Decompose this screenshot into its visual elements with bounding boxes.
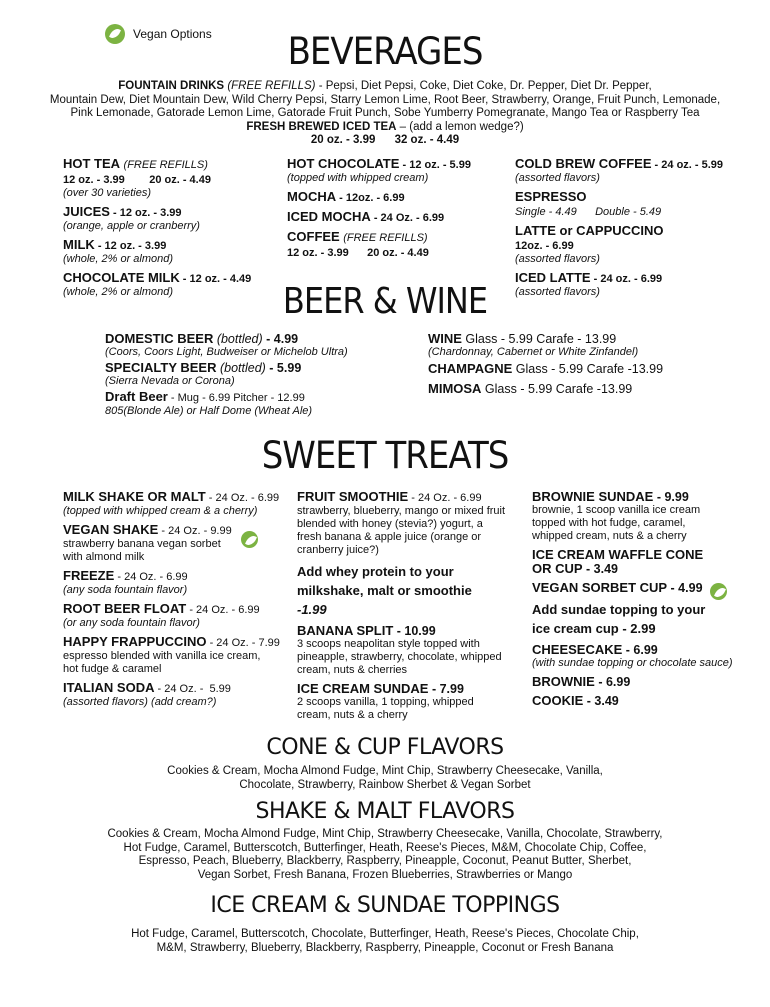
sweets-col2	[297, 490, 507, 727]
brownie-sundae-price: - 9.99	[653, 490, 689, 504]
shake-flavors-line3: Espresso, Peach, Blueberry, Blackberry, Raspberry, Pineapple, Coconut, Peanut Butter, Sherbet,	[138, 855, 632, 867]
milkshake-desc: (topped with whipped cream & a cherry)	[63, 505, 258, 517]
milkshake-price: - 24 Oz. - 6.99	[205, 492, 280, 504]
sorbet-leaf-icon	[710, 583, 727, 600]
beverages-col2	[287, 157, 507, 265]
vegan-shake-desc: strawberry banana vegan sorbet with almond milk	[63, 538, 221, 563]
rootbeer-name: ROOT BEER FLOAT	[63, 601, 187, 616]
hot-tea-prices: 12 oz. - 3.99 20 oz. - 4.49	[63, 174, 211, 186]
domestic-price: - 4.99	[262, 332, 299, 346]
milk-price: - 12 oz. - 3.99	[94, 240, 167, 252]
rootbeer-desc: (or any soda fountain flavor)	[63, 617, 200, 629]
sweets-col3	[532, 490, 757, 713]
specialty-note: (bottled)	[216, 361, 266, 375]
coffee-prices: 12 oz. - 3.99 20 oz. - 4.49	[287, 247, 429, 259]
smoothie-price: - 24 Oz. - 6.99	[408, 492, 482, 504]
iced-mocha-price: - 24 Oz. - 6.99	[370, 212, 445, 224]
milk-name: MILK	[63, 237, 95, 252]
draft-desc: 805(Blonde Ale) or Half Dome (Wheat Ale)	[105, 405, 313, 417]
choc-milk-name: CHOCOLATE MILK	[63, 270, 180, 285]
cheesecake-price: - 6.99	[622, 643, 658, 657]
hot-choc-desc: (topped with whipped cream)	[287, 172, 429, 184]
vegan-legend-label: Vegan Options	[133, 27, 212, 41]
cone-flavors-line1: Cookies & Cream, Mocha Almond Fudge, Mint Chip, Strawberry Cheesecake, Vanilla,	[167, 765, 603, 777]
coffee-note: (FREE REFILLS)	[343, 232, 428, 244]
frapp-name: HAPPY FRAPPUCCINO	[63, 634, 207, 649]
domestic-note: (bottled)	[213, 332, 263, 346]
vegan-shake-price: - 24 Oz. - 9.99	[158, 525, 232, 537]
espresso-prices: Single - 4.49 Double - 5.49	[515, 206, 662, 218]
cold-brew-desc: (assorted flavors)	[515, 172, 600, 184]
brownie-name: BROWNIE	[532, 674, 595, 689]
smoothie-name: FRUIT SMOOTHIE	[297, 489, 409, 504]
iced-tea-note: – (add a lemon wedge?)	[396, 120, 524, 133]
iced-tea-prices: 20 oz. - 3.99 32 oz. - 4.49	[310, 134, 460, 146]
champagne-name: CHAMPAGNE	[428, 361, 513, 376]
cookie-name: COOKIE	[532, 693, 584, 708]
cone-flavors-title: CONE & CUP FLAVORS	[266, 735, 504, 760]
frapp-desc: espresso blended with vanilla ice cream, hot fudge & caramel	[63, 650, 261, 675]
fountain-drinks-section	[0, 80, 770, 148]
draft-prices: - Mug - 6.99 Pitcher - 12.99	[167, 392, 305, 404]
sorbet-name: VEGAN SORBET CUP	[532, 580, 668, 595]
choc-milk-desc: (whole, 2% or almond)	[63, 286, 174, 298]
latte-price: 12oz. - 6.99	[515, 240, 574, 252]
mimosa-name: MIMOSA	[428, 381, 482, 396]
frapp-price: - 24 Oz. - 7.99	[206, 637, 280, 649]
iced-latte-price: - 24 oz. - 6.99	[590, 273, 663, 285]
specialty-price: - 5.99	[265, 361, 302, 375]
shake-flavors-line4: Vegan Sorbet, Fresh Banana, Frozen Blueberries, Strawberries or Mango	[197, 868, 573, 881]
espresso-name: ESPRESSO	[515, 189, 587, 204]
latte-desc: (assorted flavors)	[515, 253, 600, 265]
sweet-treats-title: SWEET TREATS	[261, 434, 509, 478]
iced-latte-name: ICED LATTE	[515, 270, 591, 285]
fountain-note: (FREE REFILLS)	[227, 80, 316, 92]
rootbeer-price: - 24 Oz. - 6.99	[186, 604, 260, 616]
hot-tea-desc: (over 30 varieties)	[63, 187, 152, 199]
mimosa-prices: Glass - 5.99 Carafe -13.99	[481, 382, 633, 396]
fountain-line1: - Pepsi, Diet Pepsi, Coke, Diet Coke, Dr. Pepper, Diet Dr. Pepper,	[315, 80, 652, 92]
shake-flavors-title: SHAKE & MALT FLAVORS	[255, 799, 515, 824]
choc-milk-price: - 12 oz. - 4.49	[179, 273, 252, 285]
cold-brew-price: - 24 oz. - 5.99	[651, 159, 724, 171]
brownie-sundae-desc: brownie, 1 scoop vanilla ice cream topped with hot fudge, caramel, whipped cream, nuts & a cherry	[532, 504, 701, 542]
beer-wine-title: BEER & WINE	[282, 280, 488, 322]
smoothie-desc: strawberry, blueberry, mango or mixed fruit blended with honey (stevia?) yogurt, a fresh banana & apple juice (orange or cranberry juice?)	[297, 505, 506, 556]
coffee-name: COFFEE	[287, 229, 340, 244]
cone-flavors-line2: Chocolate, Strawberry, Rainbow Sherbet & Vegan Sorbet	[239, 778, 531, 791]
brownie-sundae-name: BROWNIE SUNDAE	[532, 489, 654, 504]
champagne-prices: Glass - 5.99 Carafe -13.99	[512, 362, 664, 376]
freeze-desc: (any soda fountain flavor)	[63, 584, 188, 596]
domestic-desc: (Coors, Coors Light, Budweiser or Michelob Ultra)	[105, 346, 348, 358]
iced-tea-label: FRESH BREWED ICED TEA	[246, 120, 397, 133]
brownie-price: - 6.99	[594, 675, 631, 689]
draft-name: Draft Beer	[105, 389, 168, 404]
topping-label: Add sundae topping to your ice cream cup	[532, 602, 706, 636]
split-name: BANANA SPLIT	[297, 623, 394, 638]
wine-name: WINE	[428, 331, 462, 346]
freeze-price: - 24 Oz. - 6.99	[114, 571, 188, 583]
hot-tea-note: (FREE REFILLS)	[123, 159, 208, 171]
soda-name: ITALIAN SODA	[63, 680, 155, 695]
protein-label: Add whey protein to your milkshake, malt or smoothie	[297, 564, 472, 598]
sundae-name: ICE CREAM SUNDAE	[297, 681, 429, 696]
hot-tea-name: HOT TEA	[63, 156, 121, 171]
vegan-shake-name: VEGAN SHAKE	[63, 522, 159, 537]
beverages-title: BEVERAGES	[287, 30, 483, 74]
cone-flavors-list	[0, 765, 770, 792]
wine-col	[428, 332, 748, 396]
fountain-line3: Pink Lemonade, Gatorade Lemon Lime, Gatorade Fruit Punch, Sobe Yumberry Pomegranate, Mango Tea or Raspberry Tea	[70, 107, 700, 119]
freeze-name: FREEZE	[63, 568, 115, 583]
sorbet-price: - 4.99	[667, 581, 703, 595]
shake-flavors-list	[0, 828, 770, 882]
split-desc: 3 scoops neapolitan style topped with pineapple, strawberry, chocolate, whipped cream, nuts & cherries	[297, 638, 502, 676]
waffle-price: - 3.49	[582, 562, 618, 576]
split-price: - 10.99	[393, 624, 436, 638]
mocha-price: - 12oz. - 6.99	[336, 192, 405, 204]
latte-name: LATTE or CAPPUCCINO	[515, 223, 664, 238]
cheesecake-desc: (with sundae topping or chocolate sauce)	[532, 657, 733, 669]
sweets-col1	[63, 490, 288, 714]
juices-name: JUICES	[63, 204, 110, 219]
waffle-name: ICE CREAM WAFFLE CONE OR CUP	[532, 547, 704, 576]
cookie-price: - 3.49	[583, 694, 619, 708]
beer-col	[105, 332, 425, 418]
milk-desc: (whole, 2% or almond)	[63, 253, 174, 265]
specialty-name: SPECIALTY BEER	[105, 360, 217, 375]
topping-price: - 2.99	[618, 621, 656, 636]
shake-flavors-line1: Cookies & Cream, Mocha Almond Fudge, Mint Chip, Strawberry Cheesecake, Vanilla, Chocolate, Strawberry,	[107, 828, 663, 840]
juices-desc: (orange, apple or cranberry)	[63, 220, 200, 232]
soda-price: - 24 Oz. - 5.99	[154, 683, 231, 695]
milkshake-name: MILK SHAKE OR MALT	[63, 489, 206, 504]
juices-price: - 12 oz. - 3.99	[109, 207, 182, 219]
wine-prices: Glass - 5.99 Carafe - 13.99	[461, 332, 617, 346]
iced-mocha-name: ICED MOCHA	[287, 209, 371, 224]
toppings-title: ICE CREAM & SUNDAE TOPPINGS	[210, 893, 560, 918]
toppings-line1: Hot Fudge, Caramel, Butterscotch, Chocolate, Butterfinger, Heath, Reese's Pieces, Chocolate Chip,	[131, 928, 639, 940]
hot-choc-price: - 12 oz. - 5.99	[399, 159, 471, 171]
sundae-price: - 7.99	[428, 682, 464, 696]
toppings-list	[0, 928, 770, 955]
cheesecake-name: CHEESECAKE	[532, 642, 623, 657]
soda-desc: (assorted flavors) (add cream?)	[63, 696, 217, 708]
iced-latte-desc: (assorted flavors)	[515, 286, 600, 298]
toppings-line2: M&M, Strawberry, Blueberry, Blackberry, Raspberry, Pineapple, Coconut or Fresh Banana	[156, 941, 614, 954]
shake-flavors-line2: Hot Fudge, Caramel, Butterscotch, Butterfinger, Heath, Reese's Pieces, M&M, Chocolate Chip, Coffee,	[123, 841, 647, 854]
cold-brew-name: COLD BREW COFFEE	[515, 156, 652, 171]
fountain-line2: Mountain Dew, Diet Mountain Dew, Wild Cherry Pepsi, Starry Lemon Lime, Root Beer, Strawberry, Orange, Fruit Punch, Lemonade,	[49, 93, 721, 106]
specialty-desc: (Sierra Nevada or Corona)	[105, 375, 235, 387]
fountain-label: FOUNTAIN DRINKS	[118, 80, 225, 92]
domestic-name: DOMESTIC BEER	[105, 331, 214, 346]
sundae-desc: 2 scoops vanilla, 1 topping, whipped cream, nuts & a cherry	[297, 696, 474, 721]
mocha-name: MOCHA	[287, 189, 337, 204]
wine-desc: (Chardonnay, Cabernet or White Zinfandel)	[428, 346, 639, 358]
protein-price: -1.99	[297, 602, 327, 617]
hot-choc-name: HOT CHOCOLATE	[287, 156, 400, 171]
vegan-leaf-icon	[241, 531, 258, 548]
